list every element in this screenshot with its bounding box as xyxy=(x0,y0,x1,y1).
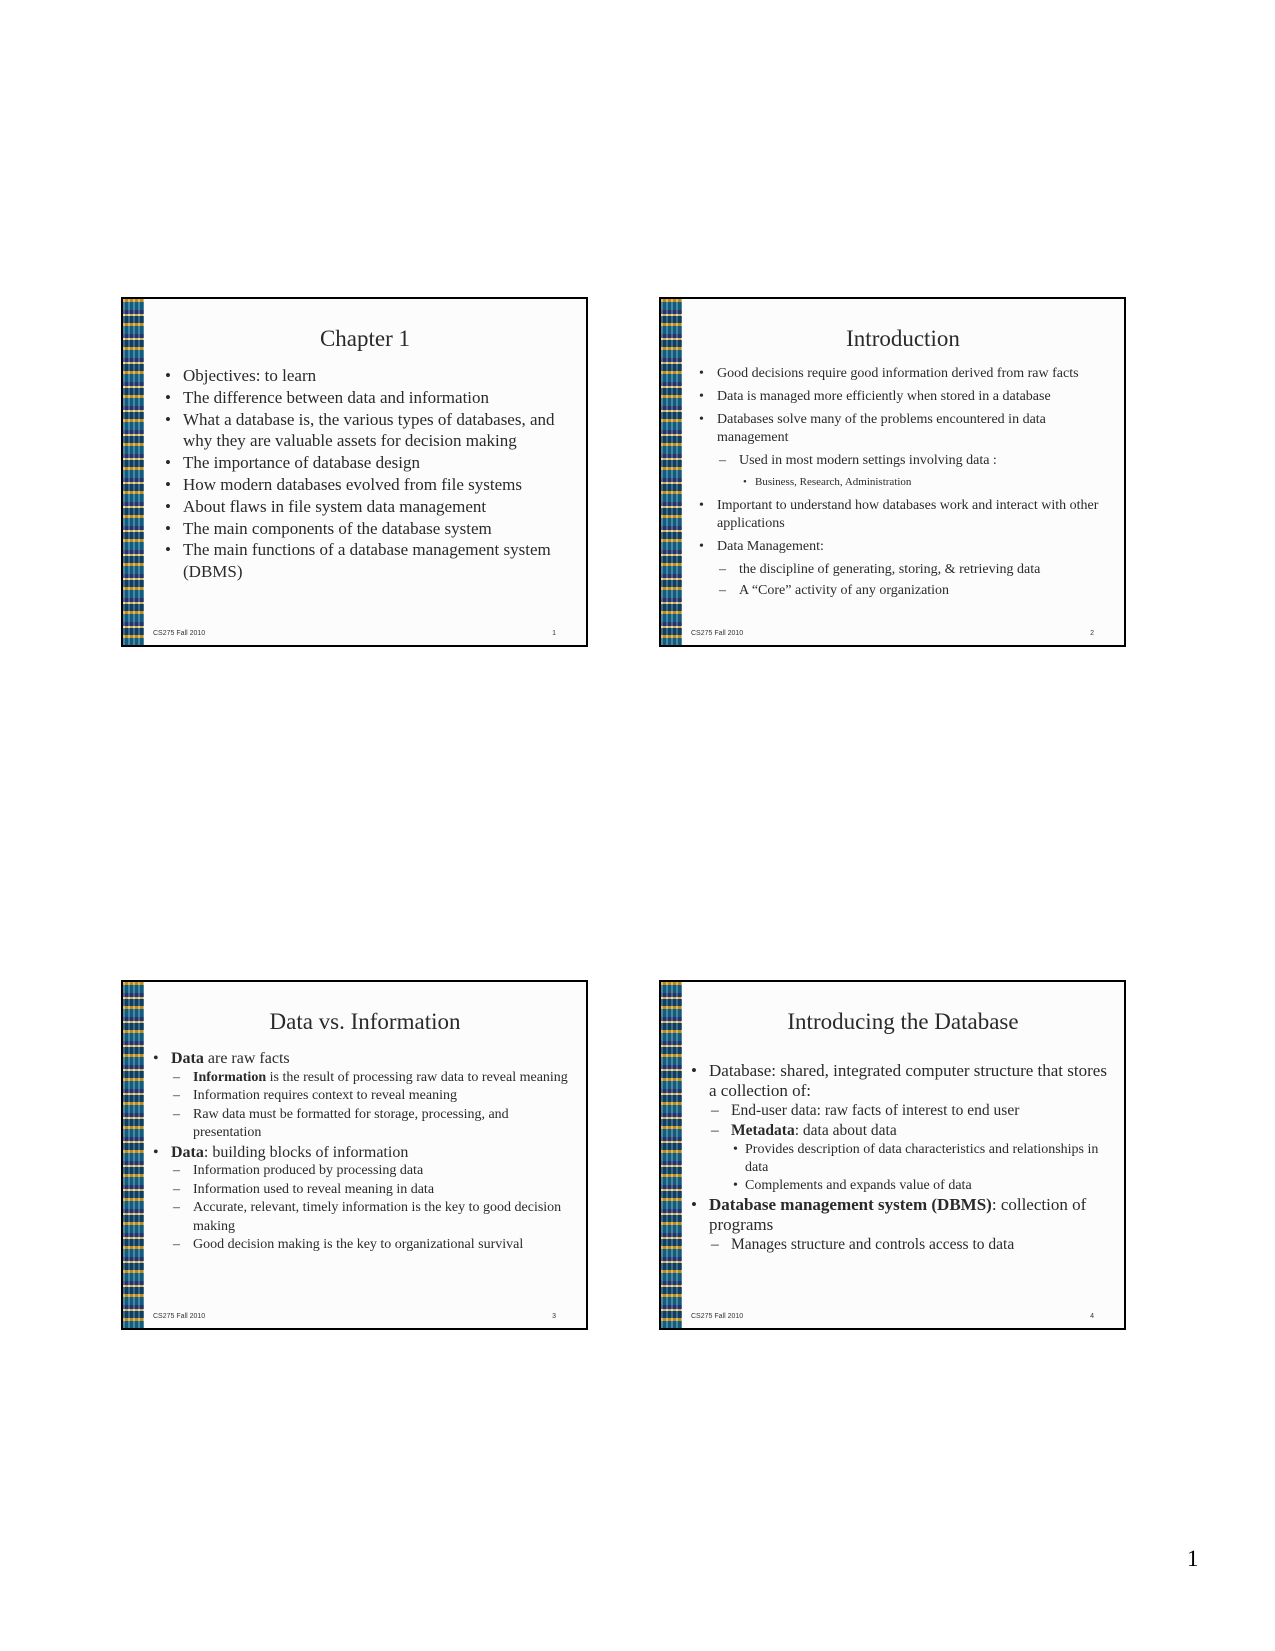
slide-body xyxy=(691,1061,1111,1255)
bullet-item: • Data Management: xyxy=(699,538,1099,556)
sub-bullet-item: – Accurate, relevant, timely information is the key to good decision making xyxy=(173,1199,578,1236)
bullet-item: • The importance of database design xyxy=(165,452,575,474)
slide-title: Introduction xyxy=(846,326,960,351)
slide-1 xyxy=(121,297,588,647)
bullet-item: • Databases solve many of the problems encountered in data management xyxy=(699,411,1099,447)
bullet-item xyxy=(153,1049,578,1069)
slide-footer: CS275 Fall 2010 xyxy=(691,1313,744,1320)
slide-title: Chapter 1 xyxy=(319,326,411,351)
bullet-item: • The main functions of a database management system (DBMS) xyxy=(165,539,575,583)
decorative-strip xyxy=(661,299,682,645)
sub-bullet-item: – End-user data: raw facts of interest to end user xyxy=(711,1101,1111,1121)
decorative-strip xyxy=(123,982,144,1328)
bullet-text: : building blocks of information xyxy=(203,1143,409,1161)
bold-term: Metadata xyxy=(731,1122,795,1139)
bullet-text: : data about data xyxy=(794,1122,897,1139)
bullet-item: • The main components of the database system xyxy=(165,518,575,540)
sub-bullet-item xyxy=(711,1121,1111,1141)
bullet-item: • Good decisions require good information derived from raw facts xyxy=(699,365,1099,383)
sub-bullet-item: – Information produced by processing data xyxy=(173,1162,578,1181)
slide-title: Introducing the Database xyxy=(787,1009,1019,1034)
sub-bullet-item: – Good decision making is the key to organizational survival xyxy=(173,1236,578,1255)
slide-body xyxy=(153,1049,578,1255)
slide-body xyxy=(165,365,575,583)
bold-term: Data xyxy=(171,1143,204,1161)
bullet-item: • Database: shared, integrated computer structure that stores a collection of: xyxy=(691,1061,1111,1101)
sub-bullet-item: – the discipline of generating, storing, & retrieving data xyxy=(719,561,1099,579)
page-number: 1 xyxy=(1187,1546,1199,1571)
bold-term: Information xyxy=(193,1069,267,1085)
slide-number: 1 xyxy=(552,630,556,637)
decorative-strip xyxy=(123,299,144,645)
sub-bullet-item xyxy=(173,1069,578,1088)
decorative-strip xyxy=(661,982,682,1328)
bullet-item xyxy=(153,1143,578,1163)
sub-bullet-item: – A “Core” activity of any organization xyxy=(719,582,1099,600)
slide-number: 3 xyxy=(552,1313,556,1320)
bold-term: Data xyxy=(171,1050,204,1067)
slide-footer: CS275 Fall 2010 xyxy=(691,630,744,637)
sub-sub-bullet-item: • Provides description of data characteristics and relationships in data xyxy=(733,1141,1111,1177)
sub-bullet-item: – Manages structure and controls access to data xyxy=(711,1235,1111,1255)
slide-2 xyxy=(659,297,1126,647)
bullet-text: is the result of processing raw data to reveal meaning xyxy=(266,1069,568,1085)
bullet-item: • Objectives: to learn xyxy=(165,365,575,387)
bullet-item: • The difference between data and information xyxy=(165,387,575,409)
bold-term: Database management system (DBMS) xyxy=(709,1195,992,1214)
sub-sub-bullet-item: • Business, Research, Administration xyxy=(743,473,1099,491)
sub-bullet-item: – Used in most modern settings involving data : xyxy=(719,452,1099,470)
sub-bullet-item: – Information used to reveal meaning in data xyxy=(173,1181,578,1200)
slide-title: Data vs. Information xyxy=(269,1009,461,1034)
bullet-item: • How modern databases evolved from file systems xyxy=(165,474,575,496)
bullet-item: • About flaws in file system data management xyxy=(165,496,575,518)
sub-sub-bullet-item: • Complements and expands value of data xyxy=(733,1177,1111,1195)
bullet-item xyxy=(691,1195,1111,1235)
bullet-text: are raw facts xyxy=(203,1050,290,1067)
bullet-text: collection of programs xyxy=(709,1195,1087,1234)
slide-4 xyxy=(659,980,1126,1330)
slide-number: 4 xyxy=(1090,1313,1094,1320)
sub-bullet-item: – Raw data must be formatted for storage, processing, and presentation xyxy=(173,1106,578,1143)
slide-footer: CS275 Fall 2010 xyxy=(153,1313,206,1320)
slide-3 xyxy=(121,980,588,1330)
bullet-item: • Data is managed more efficiently when stored in a database xyxy=(699,388,1099,406)
sub-bullet-item: – Information requires context to reveal meaning xyxy=(173,1087,578,1106)
bullet-text: : xyxy=(991,1195,997,1214)
slide-footer: CS275 Fall 2010 xyxy=(153,630,206,637)
slide-number: 2 xyxy=(1090,630,1094,637)
bullet-item: • What a database is, the various types of databases, and why they are valuable assets for decision making xyxy=(165,409,575,453)
slide-body xyxy=(699,365,1099,603)
bullet-item: • Important to understand how databases work and interact with other applications xyxy=(699,497,1099,533)
